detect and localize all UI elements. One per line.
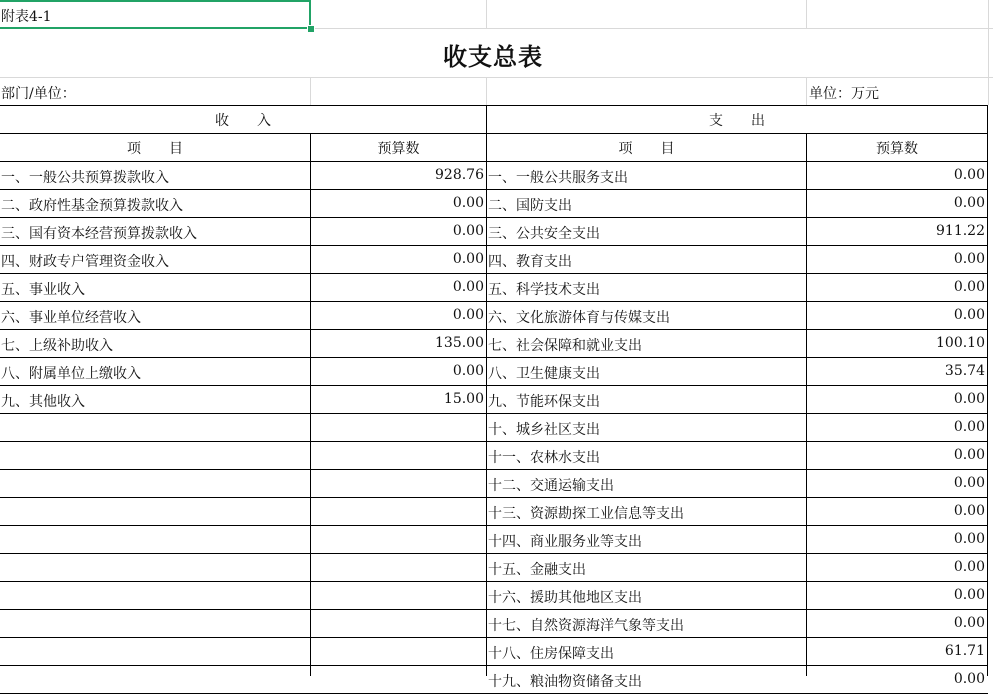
income-value-cell[interactable]	[311, 615, 486, 635]
expense-item-cell[interactable]: 二、国防支出	[488, 198, 572, 214]
expense-item-cell[interactable]: 三、公共安全支出	[488, 226, 600, 242]
expense-value-cell[interactable]: 0.00	[953, 559, 985, 575]
expense-item-cell[interactable]: 六、文化旅游体育与传媒支出	[488, 310, 670, 326]
income-item-cell[interactable]	[0, 531, 310, 551]
table-row-border	[0, 413, 988, 414]
table-row-border	[0, 301, 988, 302]
gridline	[806, 0, 807, 28]
table-row-border	[0, 189, 988, 190]
income-value-cell[interactable]: 928.76	[435, 167, 484, 183]
expense-value-cell[interactable]: 0.00	[953, 195, 985, 211]
table-row-border	[0, 441, 988, 442]
gridline	[486, 0, 487, 28]
income-item-cell[interactable]: 五、事业收入	[1, 282, 85, 298]
income-value-cell[interactable]: 0.00	[452, 195, 484, 211]
gridline	[486, 77, 487, 105]
income-item-cell[interactable]: 八、附属单位上缴收入	[1, 366, 141, 382]
income-value-cell[interactable]	[311, 671, 486, 691]
expense-value-cell[interactable]: 911.22	[936, 223, 985, 239]
income-item-cell[interactable]	[0, 503, 310, 523]
table-border	[0, 133, 988, 134]
expense-item-cell[interactable]: 十二、交通运输支出	[488, 478, 614, 494]
income-item-cell[interactable]	[0, 475, 310, 495]
income-value-cell[interactable]	[311, 503, 486, 523]
cell-selection-border	[0, 0, 311, 29]
expense-item-cell[interactable]: 九、节能环保支出	[488, 394, 600, 410]
table-border	[0, 105, 988, 106]
expense-value-cell[interactable]: 61.71	[944, 643, 985, 659]
expense-value-cell[interactable]: 0.00	[953, 279, 985, 295]
expense-item-cell[interactable]: 十一、农林水支出	[488, 450, 600, 466]
table-row-border	[0, 245, 988, 246]
expense-value-cell[interactable]: 35.74	[944, 363, 985, 379]
income-item-cell[interactable]	[0, 419, 310, 439]
table-row-border	[0, 553, 988, 554]
table-row-border	[0, 385, 988, 386]
expense-item-cell[interactable]: 十六、援助其他地区支出	[488, 590, 642, 606]
income-value-cell[interactable]: 0.00	[452, 279, 484, 295]
expense-value-cell[interactable]: 100.10	[936, 335, 985, 351]
expense-item-cell[interactable]: 十八、住房保障支出	[488, 646, 614, 662]
income-value-cell[interactable]	[311, 447, 486, 467]
income-item-cell[interactable]	[0, 559, 310, 579]
income-item-cell[interactable]	[0, 643, 310, 663]
income-item-cell[interactable]: 四、财政专户管理资金收入	[1, 254, 169, 270]
table-row-border	[0, 637, 988, 638]
income-item-cell[interactable]	[0, 447, 310, 467]
page-title: 收支总表	[443, 42, 543, 71]
table-row-border	[0, 525, 988, 526]
expense-value-cell[interactable]: 0.00	[953, 503, 985, 519]
income-item-cell[interactable]: 九、其他收入	[1, 394, 85, 410]
gridline	[0, 77, 993, 78]
gridline	[806, 77, 807, 105]
table-row-border	[0, 329, 988, 330]
income-value-cell[interactable]	[311, 531, 486, 551]
table-border	[987, 105, 988, 676]
expense-item-cell[interactable]: 四、教育支出	[488, 254, 572, 270]
expense-value-cell[interactable]: 0.00	[953, 475, 985, 491]
gridline	[988, 0, 989, 105]
expense-item-cell[interactable]: 五、科学技术支出	[488, 282, 600, 298]
income-item-cell[interactable]: 六、事业单位经营收入	[1, 310, 141, 326]
income-item-cell[interactable]: 七、上级补助收入	[1, 338, 113, 354]
income-value-cell[interactable]: 0.00	[452, 251, 484, 267]
expense-value-cell[interactable]: 0.00	[953, 307, 985, 323]
unit-label: 单位：万元	[809, 86, 879, 102]
income-value-cell[interactable]	[311, 559, 486, 579]
income-value-cell[interactable]	[311, 475, 486, 495]
expense-item-cell[interactable]: 八、卫生健康支出	[488, 366, 600, 382]
income-item-cell[interactable]: 二、政府性基金预算拨款收入	[1, 198, 183, 214]
expense-value-cell[interactable]: 0.00	[953, 447, 985, 463]
table-row-border	[0, 497, 988, 498]
income-header: 收 入	[215, 113, 271, 129]
income-value-cell[interactable]	[311, 643, 486, 663]
table-row-border	[0, 357, 988, 358]
table-row-border	[0, 609, 988, 610]
expense-item-cell[interactable]: 十七、自然资源海洋气象等支出	[488, 618, 684, 634]
expense-item-cell[interactable]: 十五、金融支出	[488, 562, 586, 578]
table-row-border	[0, 581, 988, 582]
expense-value-cell[interactable]: 0.00	[953, 167, 985, 183]
fill-handle[interactable]	[307, 25, 315, 33]
expense-value-cell[interactable]: 0.00	[953, 419, 985, 435]
expense-item-header: 项 目	[618, 141, 675, 157]
income-item-header: 项 目	[127, 141, 183, 157]
table-row-border	[0, 665, 988, 666]
income-item-cell[interactable]	[0, 615, 310, 635]
expense-value-cell[interactable]: 0.00	[953, 391, 985, 407]
expense-item-cell[interactable]: 十九、粮油物资储备支出	[488, 674, 642, 690]
expense-header: 支 出	[709, 113, 765, 129]
table-row-border	[0, 469, 988, 470]
expense-item-cell[interactable]: 十、城乡社区支出	[488, 422, 600, 438]
income-value-cell[interactable]: 135.00	[435, 335, 484, 351]
dept-label: 部门/单位：	[1, 86, 76, 102]
table-border	[0, 161, 988, 162]
expense-value-cell[interactable]: 0.00	[953, 615, 985, 631]
income-value-cell[interactable]	[311, 419, 486, 439]
expense-item-cell[interactable]: 十四、商业服务业等支出	[488, 534, 642, 550]
expense-value-cell[interactable]: 0.00	[953, 587, 985, 603]
gridline	[310, 77, 311, 105]
expense-value-cell[interactable]: 0.00	[953, 671, 985, 687]
income-value-cell[interactable]	[311, 587, 486, 607]
expense-item-cell[interactable]: 十三、资源勘探工业信息等支出	[488, 506, 684, 522]
income-value-cell[interactable]: 15.00	[443, 391, 484, 407]
income-budget-header: 预算数	[377, 141, 420, 157]
income-value-cell[interactable]: 0.00	[452, 223, 484, 239]
income-item-cell[interactable]	[0, 671, 310, 691]
expense-value-cell[interactable]: 0.00	[953, 251, 985, 267]
table-row-border	[0, 217, 988, 218]
expense-item-cell[interactable]: 七、社会保障和就业支出	[488, 338, 642, 354]
table-row-border	[0, 273, 988, 274]
cell-a1[interactable]: 附表4-1	[1, 9, 52, 25]
income-value-cell[interactable]: 0.00	[452, 307, 484, 323]
expense-value-cell[interactable]: 0.00	[953, 531, 985, 547]
income-item-cell[interactable]	[0, 587, 310, 607]
income-item-cell[interactable]: 一、一般公共预算拨款收入	[1, 170, 169, 186]
expense-item-cell[interactable]: 一、一般公共服务支出	[488, 170, 628, 186]
income-value-cell[interactable]: 0.00	[452, 363, 484, 379]
expense-budget-header: 预算数	[876, 141, 918, 157]
income-item-cell[interactable]: 三、国有资本经营预算拨款收入	[1, 226, 197, 242]
